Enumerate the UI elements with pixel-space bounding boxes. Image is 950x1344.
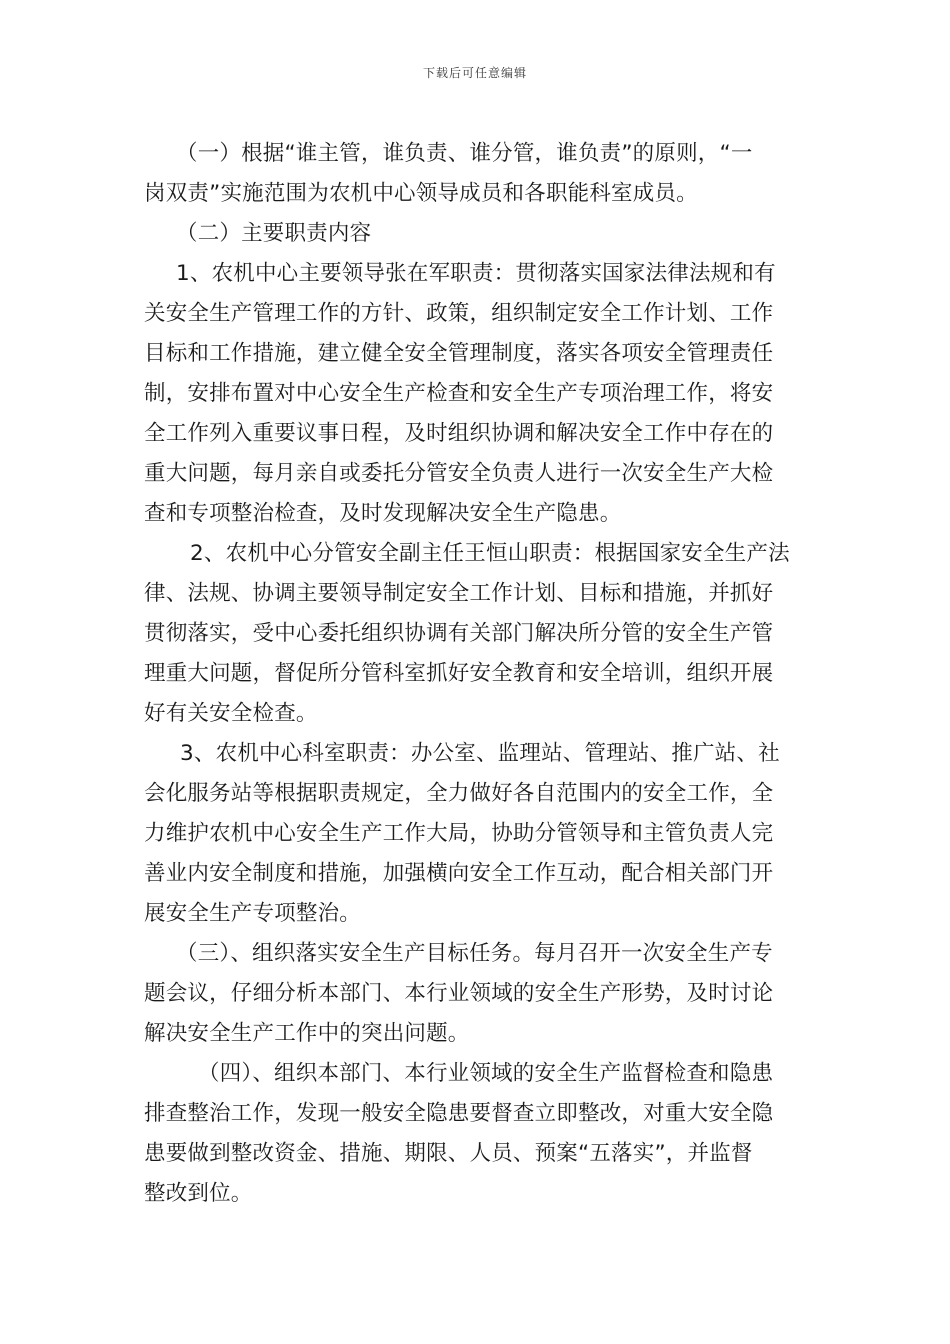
paragraph-line: 岗双责”实施范围为农机中心领导成员和各职能科室成员。 (144, 181, 698, 206)
paragraph-line: 整改到位。 (144, 1181, 253, 1206)
paragraph (144, 214, 804, 254)
paragraph (144, 734, 804, 934)
paragraph-line: 力维护农机中心安全生产工作大局，协助分管领导和主管负责人完 (144, 821, 774, 846)
paragraph (144, 934, 804, 1054)
paragraph-line: 好有关安全检查。 (144, 701, 318, 726)
paragraph-line: （二）主要职责内容 (176, 221, 372, 246)
paragraph-line: 题会议，仔细分析本部门、本行业领域的安全生产形势，及时讨论 (144, 981, 774, 1006)
paragraph (144, 1054, 804, 1214)
paragraph-line: 贯彻落实，受中心委托组织协调有关部门解决所分管的安全生产管 (144, 621, 774, 646)
paragraph-line: 会化服务站等根据职责规定，全力做好各自范围内的安全工作，全 (144, 781, 774, 806)
paragraph-line: 患要做到整改资金、措施、期限、人员、预案“五落实”，并监督 (144, 1141, 753, 1166)
paragraph-line: 全工作列入重要议事日程，及时组织协调和解决安全工作中存在的 (144, 421, 774, 446)
paragraph (144, 254, 804, 534)
paragraph-line: （四）、组织本部门、本行业领域的安全生产监督检查和隐患 (198, 1061, 774, 1086)
paragraph-line: （一）根据“谁主管，谁负责、谁分管，谁负责”的原则，“一 (176, 141, 753, 166)
paragraph-line: 解决安全生产工作中的突出问题。 (144, 1021, 470, 1046)
document-body (144, 134, 804, 1214)
page-header: 下载后可任意编辑 (422, 66, 527, 80)
paragraph-line: 排查整治工作，发现一般安全隐患要督查立即整改，对重大安全隐 (144, 1101, 774, 1126)
paragraph-line: 目标和工作措施，建立健全安全管理制度，落实各项安全管理责任 (144, 341, 774, 366)
paragraph-line: 3、农机中心科室职责：办公室、监理站、管理站、推广站、社 (180, 741, 780, 766)
paragraph-line: （三）、组织落实安全生产目标任务。每月召开一次安全生产专 (176, 941, 773, 966)
paragraph (144, 534, 804, 734)
paragraph-line: 展安全生产专项整治。 (144, 901, 362, 926)
paragraph-line: 查和专项整治检查，及时发现解决安全生产隐患。 (144, 501, 622, 526)
paragraph (144, 134, 804, 214)
paragraph-line: 重大问题，每月亲自或委托分管安全负责人进行一次安全生产大检 (144, 461, 774, 486)
paragraph-line: 善业内安全制度和措施，加强横向安全工作互动，配合相关部门开 (144, 861, 774, 886)
paragraph-line: 制，安排布置对中心安全生产检查和安全生产专项治理工作，将安 (144, 381, 774, 406)
paragraph-line: 理重大问题，督促所分管科室抓好安全教育和安全培训，组织开展 (144, 661, 774, 686)
paragraph-line: 1、农机中心主要领导张在军职责：贯彻落实国家法律法规和有 (176, 261, 776, 286)
paragraph-line: 律、法规、协调主要领导制定安全工作计划、目标和措施，并抓好 (144, 581, 774, 606)
paragraph-line: 关安全生产管理工作的方针、政策，组织制定安全工作计划、工作 (144, 301, 774, 326)
paragraph-line: 2、农机中心分管安全副主任王恒山职责：根据国家安全生产法 (190, 541, 790, 566)
